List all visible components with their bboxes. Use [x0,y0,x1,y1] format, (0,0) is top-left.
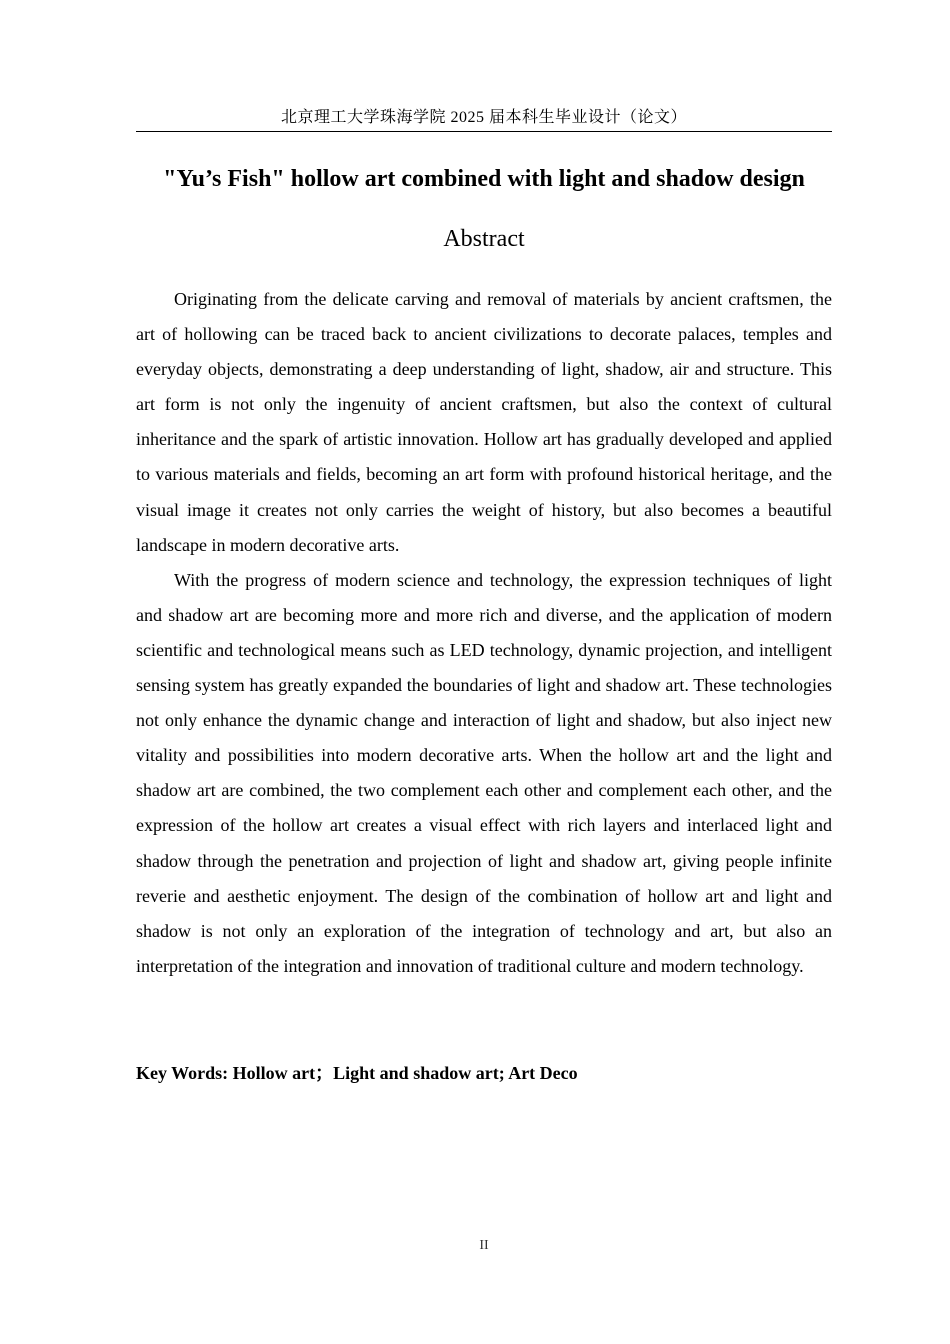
keywords-line: Key Words: Hollow art；Light and shadow art; Art Deco [136,1063,578,1083]
page-number: II [479,1238,489,1253]
abstract-paragraph: Originating from the delicate carving and removal of materials by ancient craftsmen, the art of hollowing can be traced back to ancient civilizations to decorate palaces, temples and everyday objects, demonstrating a deep understanding of light, shadow, air and structure. This art form is not only the ingenuity of ancient craftsmen, but also the context of cultural inheritance and the spark of artistic innovation. Hollow art has gradually developed and applied to various materials and fields, becoming an art form with profound historical heritage, and the visual image it creates not only carries the weight of history, but also becomes a beautiful landscape in modern decorative arts. [136,289,832,555]
header-rule [136,131,832,132]
abstract-paragraph: With the progress of modern science and technology, the expression techniques of light and shadow art are becoming more and more rich and diverse, and the application of modern scientific and technological means such as LED technology, dynamic projection, and intelligent sensing system has greatly expanded the boundaries of light and shadow art. These technologies not only enhance the dynamic change and interaction of light and shadow, but also inject new vitality and possibilities into modern decorative arts. When the hollow art and the light and shadow art are combined, the two complement each other and complement each other, and the expression of the hollow art creates a visual effect with rich layers and interlaced light and shadow through the penetration and projection of light and shadow art, giving people infinite reverie and aesthetic enjoyment. The design of the combination of hollow art and light and shadow is not only an exploration of the integration of technology and art, but also an interpretation of the integration and innovation of traditional culture and modern technology. [136,569,832,976]
abstract-body [136,282,832,984]
abstract-heading: Abstract [443,226,525,252]
paper-title: "Yu’s Fish" hollow art combined with light and shadow design [163,166,805,192]
running-header: 北京理工大学珠海学院 2025 届本科生毕业设计（论文） [280,109,687,126]
